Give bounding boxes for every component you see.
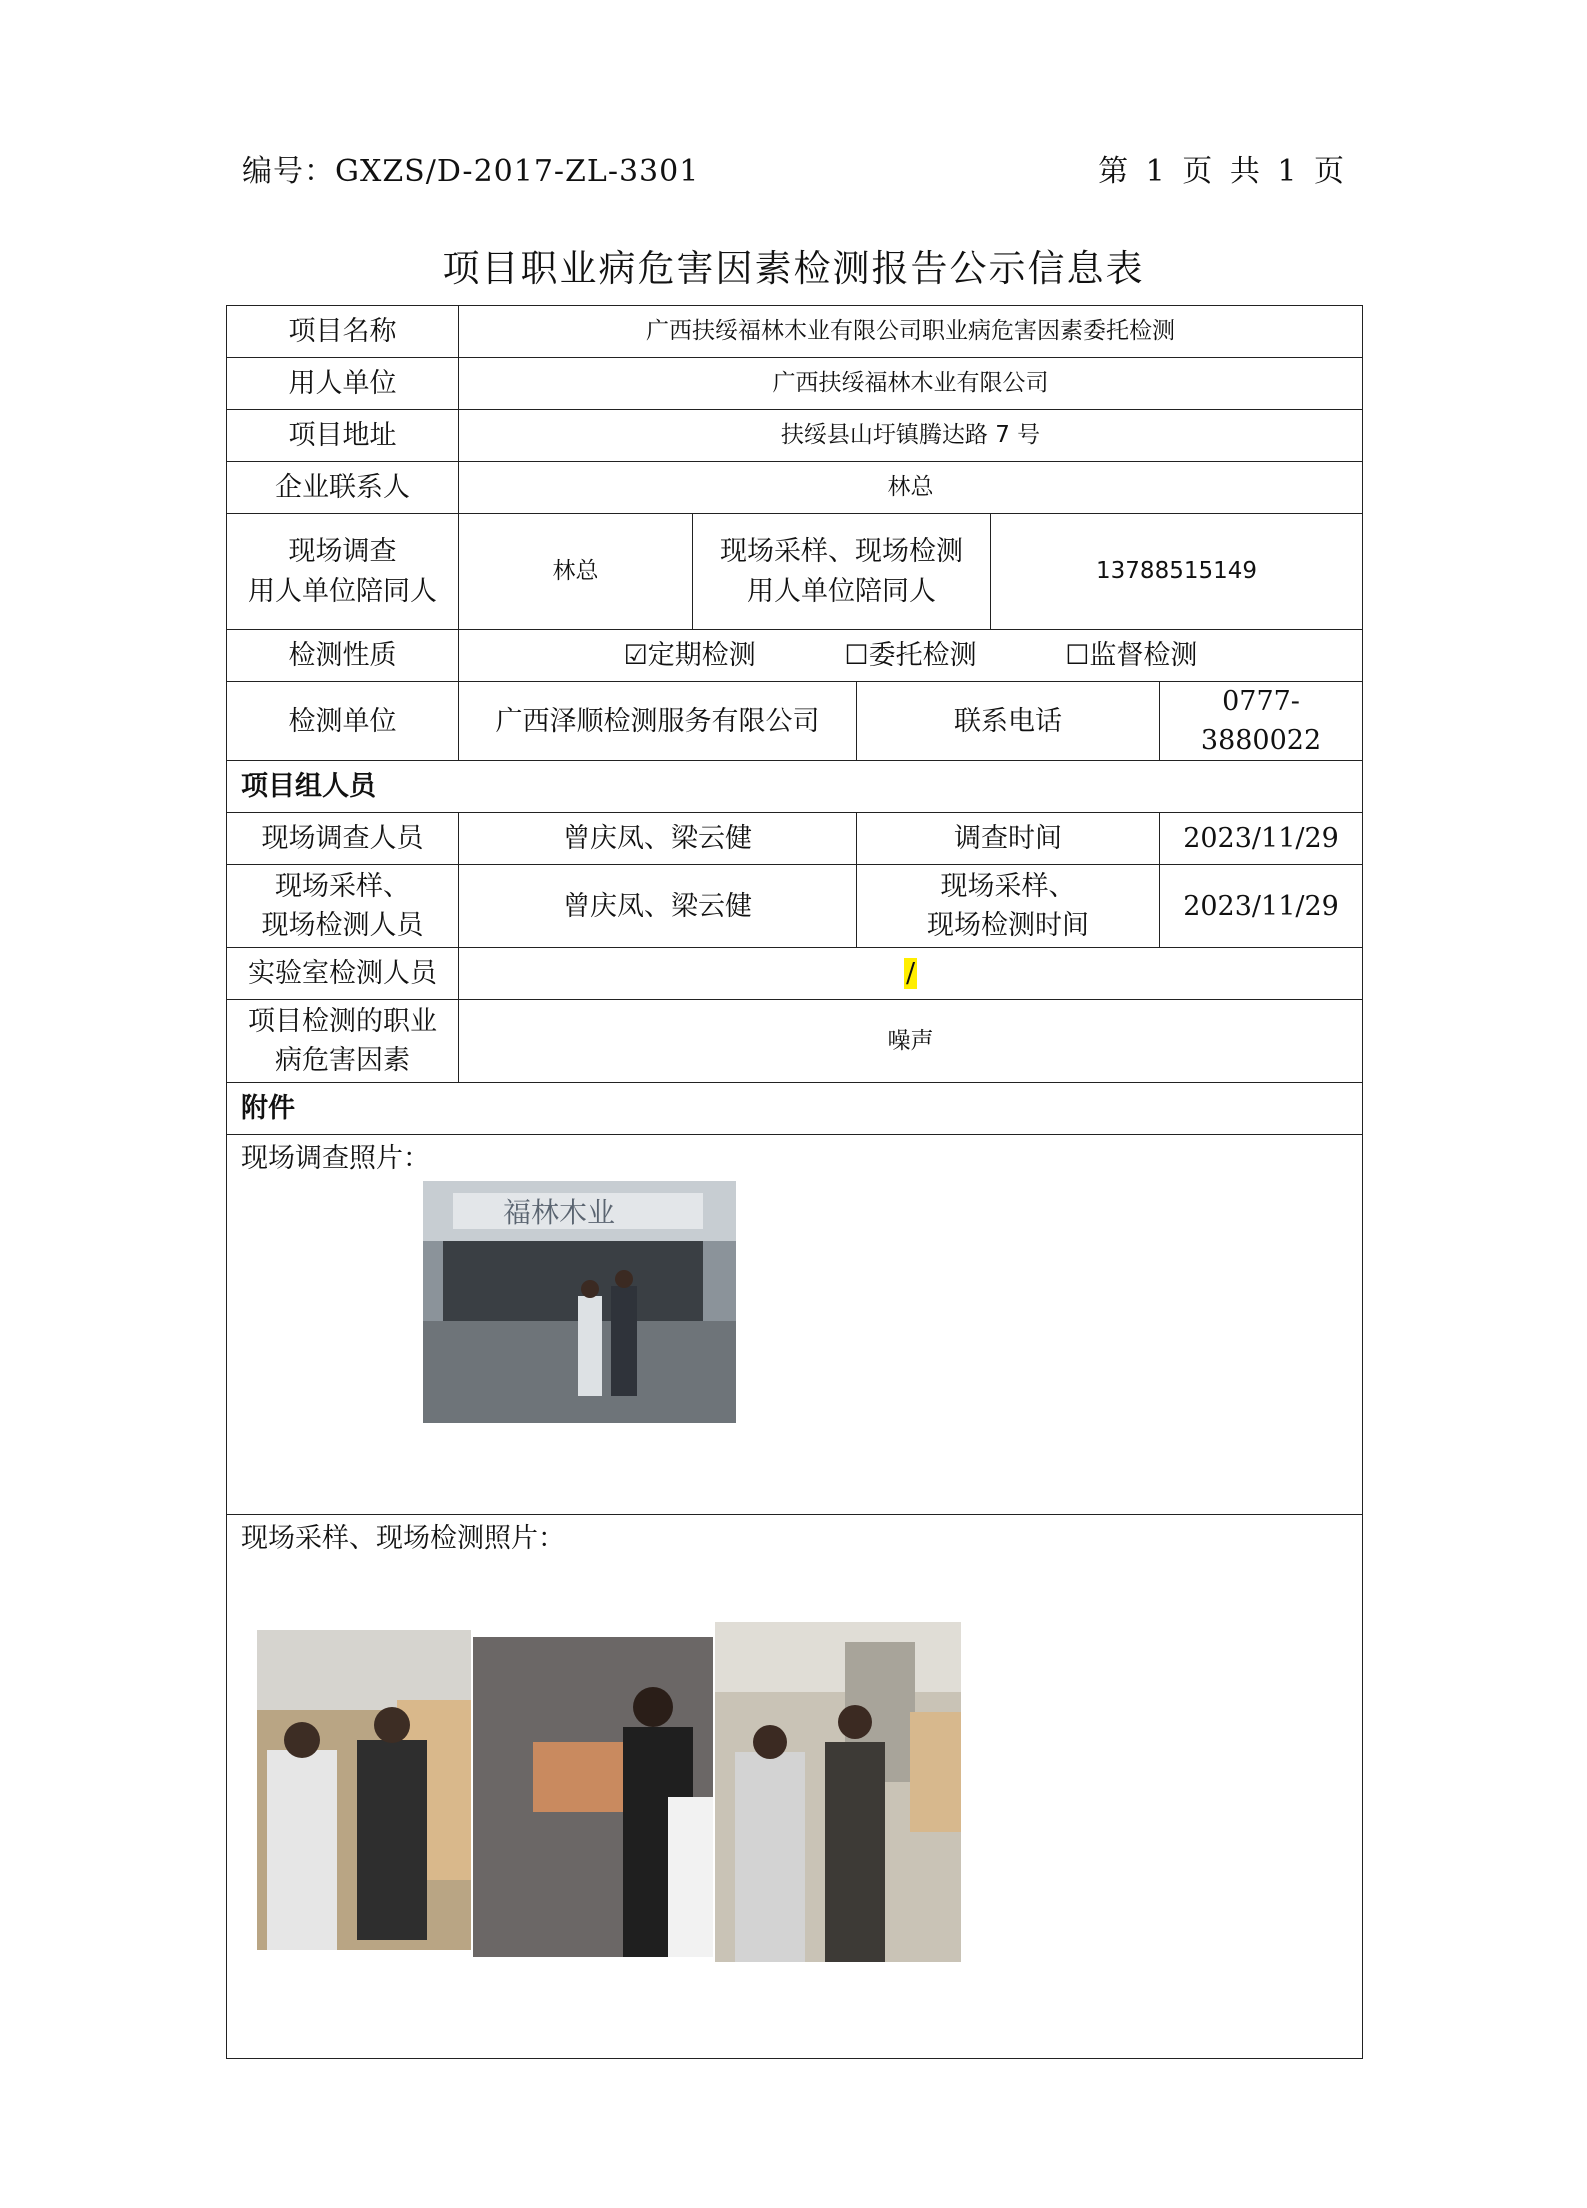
sampling-escort-label-line2: 用人单位陪同人	[747, 575, 936, 607]
sampling-photo-3	[715, 1622, 961, 1962]
project-name-label: 项目名称	[227, 306, 459, 358]
sampling-photo-1	[257, 1630, 471, 1950]
row-attachments-section	[227, 1083, 1363, 1135]
contact-value: 林总	[459, 462, 1363, 514]
checkbox-supervision: ☐监督检测	[1065, 639, 1198, 671]
row-nature	[227, 630, 1363, 682]
employer-label: 用人单位	[227, 358, 459, 410]
page-title: 项目职业病危害因素检测报告公示信息表	[442, 247, 1145, 290]
row-lab	[227, 948, 1363, 1000]
address-value: 扶绥县山圩镇腾达路 7 号	[459, 410, 1363, 462]
row-contact	[227, 462, 1363, 514]
survey-escort-value: 林总	[459, 514, 693, 630]
row-agency	[227, 682, 1363, 761]
row-employer	[227, 358, 1363, 410]
row-factors	[227, 1000, 1363, 1083]
survey-escort-label	[227, 514, 459, 630]
address-label: 项目地址	[227, 410, 459, 462]
survey-photo-label: 现场调查照片：	[241, 1143, 430, 1175]
lab-value-cell	[459, 948, 1363, 1000]
row-project-name	[227, 306, 1363, 358]
row-team-section	[227, 761, 1363, 813]
factors-value: 噪声	[459, 1000, 1363, 1083]
lab-value: /	[905, 958, 916, 990]
row-sampling-photos	[227, 1515, 1363, 2059]
sampling-time-label-line2: 现场检测时间	[927, 910, 1089, 942]
row-sampling-team	[227, 865, 1363, 948]
survey-photo	[423, 1181, 736, 1423]
survey-escort-label-line2: 用人单位陪同人	[248, 575, 437, 607]
row-address	[227, 410, 1363, 462]
sampling-team-value: 曾庆凤、梁云健	[459, 865, 857, 948]
survey-team-label: 现场调查人员	[227, 813, 459, 865]
survey-escort-label-line1: 现场调查	[288, 536, 397, 568]
contact-label: 企业联系人	[227, 462, 459, 514]
agency-phone-value: 0777-3880022	[1160, 682, 1363, 761]
page-indicator: 第 1 页 共 1 页	[1098, 154, 1345, 189]
survey-team-value: 曾庆凤、梁云健	[459, 813, 857, 865]
sampling-team-label-line2: 现场检测人员	[261, 910, 424, 942]
agency-phone-label: 联系电话	[857, 682, 1160, 761]
document-code: 编号：GXZS/D-2017-ZL-3301	[242, 154, 700, 189]
sampling-escort-value: 13788515149	[991, 514, 1363, 630]
info-table	[226, 305, 1363, 2059]
sampling-photo-cell	[227, 1515, 1363, 2059]
sampling-team-label-line1: 现场采样、	[275, 871, 410, 903]
sampling-time-value: 2023/11/29	[1160, 865, 1363, 948]
team-section-heading: 项目组人员	[227, 761, 1363, 813]
agency-value: 广西泽顺检测服务有限公司	[459, 682, 857, 761]
factors-label-line2: 病危害因素	[275, 1045, 410, 1077]
sampling-photo-2	[473, 1637, 713, 1957]
project-name-value: 广西扶绥福林木业有限公司职业病危害因素委托检测	[459, 306, 1363, 358]
employer-value: 广西扶绥福林木业有限公司	[459, 358, 1363, 410]
factory-sign-text: 福林木业	[503, 1196, 616, 1230]
survey-time-value: 2023/11/29	[1160, 813, 1363, 865]
row-escort	[227, 514, 1363, 630]
sampling-escort-label	[693, 514, 991, 630]
row-survey-team	[227, 813, 1363, 865]
sampling-time-label	[857, 865, 1160, 948]
agency-label: 检测单位	[227, 682, 459, 761]
factors-label	[227, 1000, 459, 1083]
nature-options	[459, 630, 1363, 682]
sampling-photo-label: 现场采样、现场检测照片：	[241, 1523, 565, 1555]
survey-photo-cell	[227, 1135, 1363, 1515]
attachments-section-heading: 附件	[227, 1083, 1363, 1135]
nature-label: 检测性质	[227, 630, 459, 682]
sampling-escort-label-line1: 现场采样、现场检测	[720, 536, 963, 568]
checkbox-periodic: ☑定期检测	[623, 639, 756, 671]
sampling-time-label-line1: 现场采样、	[940, 871, 1076, 903]
lab-label: 实验室检测人员	[227, 948, 459, 1000]
sampling-team-label	[227, 865, 459, 948]
checkbox-commissioned: ☐委托检测	[844, 639, 977, 671]
survey-time-label: 调查时间	[857, 813, 1160, 865]
row-survey-photos	[227, 1135, 1363, 1515]
factors-label-line1: 项目检测的职业	[248, 1006, 437, 1038]
